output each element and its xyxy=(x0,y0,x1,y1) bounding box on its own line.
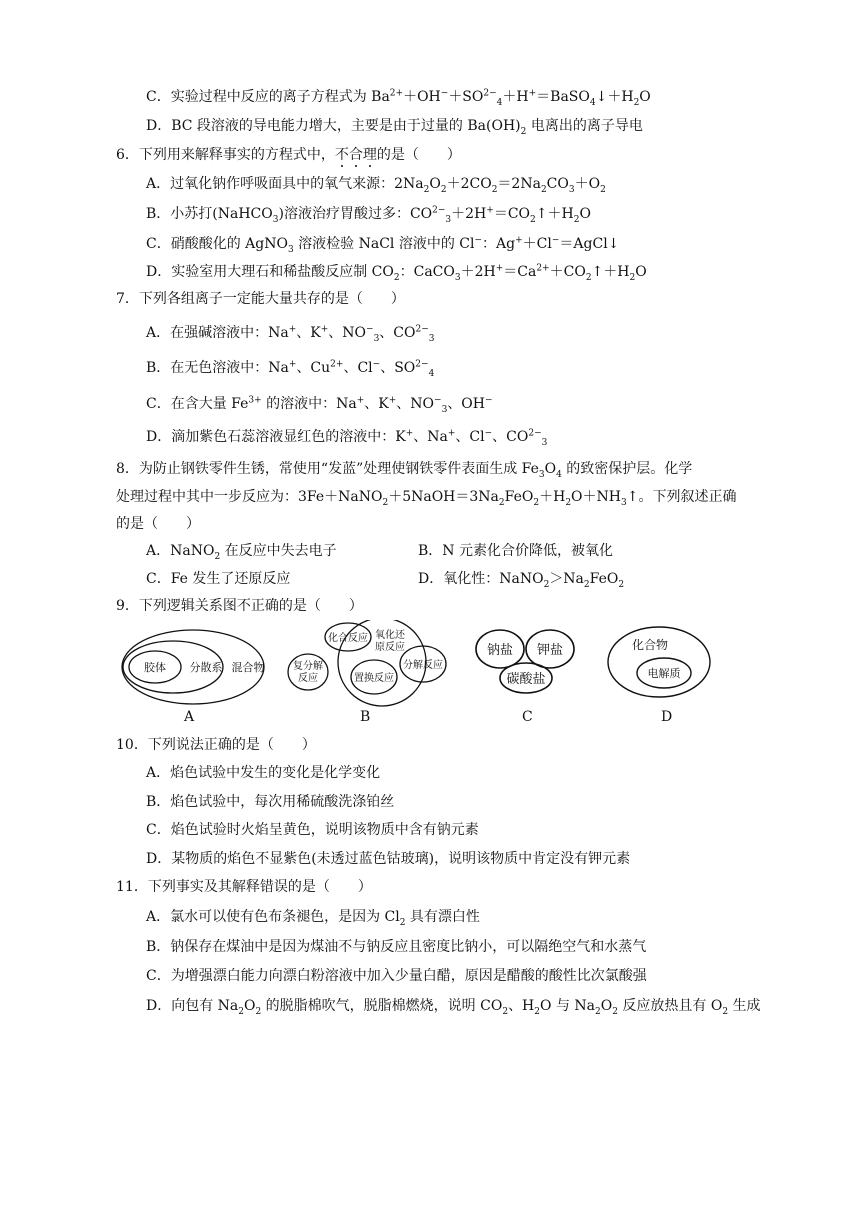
q10-option-d: D．某物质的焰色不显紫色(未透过蓝色钴玻璃)，说明该物质中肯定没有钾元素 xyxy=(146,851,631,867)
q9-figure-b xyxy=(284,620,454,712)
q9-figure-c xyxy=(472,626,582,698)
q7-option-a: A．在强碱溶液中：Na+、K+、$NO^-_3$、$CO^{2-}_3$ xyxy=(146,324,435,344)
q8-option-a: A．NaNO$_2$ 在反应中失去电子 xyxy=(146,543,337,562)
q10-stem: 10．下列说法正确的是（ ） xyxy=(116,737,316,753)
q6-option-d: D．实验室用大理石和稀盐酸反应制 $CO_2$：$CaCO_3+2H^+=Ca^{2+}+CO_2↑+H_2O$ xyxy=(146,263,647,283)
q5-option-c: C．实验过程中反应的离子方程式为 $Ba^{2+}+OH^-+SO^{2-}_4+H^+=BaSO_4↓+H_2O$ xyxy=(146,88,651,108)
q9-figure-d xyxy=(604,624,714,700)
fig-d-electrolyte-label: 电解质 xyxy=(647,667,681,680)
q9-figure-d-label: D xyxy=(661,709,673,725)
fig-c-carbonate-label: 碳酸盐 xyxy=(506,672,546,687)
q8-stem-line2: 处理过程中其中一步反应为：$3Fe+NaNO_2+5NaOH=3Na_2FeO_2+H_2O+NH_3↑$。下列叙述正确 xyxy=(116,489,737,508)
q8-stem-line1: 8．为防止钢铁零件生锈，常使用“发蓝”处理使钢铁零件表面生成 $Fe_3O_4$ 的致密保护层。化学 xyxy=(116,461,693,480)
fig-b-displacement-label: 置换反应 xyxy=(354,673,394,684)
q7-option-c: C．在含大量 $Fe^{3+}$ 的溶液中：Na+、K+、$NO^-_3$、OH− xyxy=(146,395,493,415)
q10-option-a: A．焰色试验中发生的变化是化学变化 xyxy=(146,765,381,781)
q11-option-c: C．为增强漂白能力向漂白粉溶液中加入少量白醋，原因是醋酸的酸性比次氯酸强 xyxy=(146,968,647,984)
fig-b-decomposition-label: 分解反应 xyxy=(403,660,443,671)
fig-b-metathesis-label-2: 反应 xyxy=(298,673,318,684)
q9-stem: 9．下列逻辑关系图不正确的是（ ） xyxy=(116,598,363,614)
q5-option-d: D．BC 段溶液的导电能力增大，主要是由于过量的 $Ba(OH)_2$ 电离出的离子导电 xyxy=(146,118,643,137)
q8-option-d: D．氧化性：$NaNO_2>Na_2FeO_2$ xyxy=(418,571,625,590)
fig-b-metathesis-label-1: 复分解 xyxy=(293,661,323,672)
fig-c-potassium-label: 钾盐 xyxy=(536,643,564,658)
fig-b-redox-label-1: 氧化还 xyxy=(375,630,405,641)
q8-option-b: B．N 元素化合价降低，被氧化 xyxy=(418,543,613,559)
q9-figure-a-label: A xyxy=(184,709,195,725)
q8-option-c: C．Fe 发生了还原反应 xyxy=(146,571,291,587)
q9-figure-a xyxy=(118,622,268,708)
fig-d-compound-label: 化合物 xyxy=(631,638,669,652)
fig-b-redox-label-2: 原反应 xyxy=(375,642,405,653)
q7-stem: 7．下列各组离子一定能大量共存的是（ ） xyxy=(116,291,405,307)
q11-option-b: B．钠保存在煤油中是因为煤油不与钠反应且密度比钠小，可以隔绝空气和水蒸气 xyxy=(146,939,647,955)
q6-option-a: A．过氧化钠作呼吸面具中的氧气来源：$2Na_2O_2+2CO_2=2Na_2CO_3+O_2$ xyxy=(146,176,606,195)
q6-option-b: B．小苏打(NaHCO$_3$)溶液治疗胃酸过多：$CO^{2-}_3+2H^+=CO_2↑+H_2O$ xyxy=(146,205,591,225)
q6-option-c: C．硝酸酸化的 AgNO$_3$ 溶液检验 NaCl 溶液中的 Cl−：Ag+＋Cl−＝AgCl↓ xyxy=(146,235,620,255)
fig-a-middle-label: 分散系 xyxy=(189,661,223,674)
q11-option-d: D．向包有 $Na_2O_2$ 的脱脂棉吹气，脱脂棉燃烧，说明 $CO_2$、$H_2O$ 与 $Na_2O_2$ 反应放热且有 $O_2$ 生成 xyxy=(146,998,761,1017)
q6-stem: 6．下列用来解释事实的方程式中，不合理的是（ ） xyxy=(116,147,461,163)
q11-stem: 11．下列事实及其解释错误的是（ ） xyxy=(116,879,372,895)
q9-figure-b-label: B xyxy=(360,709,371,725)
fig-b-combination-label: 化合反应 xyxy=(328,633,368,644)
q7-option-b: B．在无色溶液中：Na+、$Cu^{2+}$、Cl−、$SO^{2-}_4$ xyxy=(146,359,435,379)
q9-figure-c-label: C xyxy=(522,709,533,725)
q7-option-d: D．滴加紫色石蕊溶液显红色的溶液中：K+、Na+、Cl−、$CO^{2-}_3$ xyxy=(146,428,548,448)
fig-a-inner-label: 胶体 xyxy=(144,661,166,674)
fig-a-outer-label: 混合物 xyxy=(231,661,265,674)
q8-stem-line3: 的是（ ） xyxy=(116,516,200,532)
q11-option-a: A．氯水可以使有色布条褪色，是因为 $Cl_2$ 具有漂白性 xyxy=(146,909,480,928)
fig-c-sodium-label: 钠盐 xyxy=(486,643,514,658)
q10-option-b: B．焰色试验中，每次用稀硫酸洗涤铂丝 xyxy=(146,794,395,810)
q10-option-c: C．焰色试验时火焰呈黄色，说明该物质中含有钠元素 xyxy=(146,822,479,838)
